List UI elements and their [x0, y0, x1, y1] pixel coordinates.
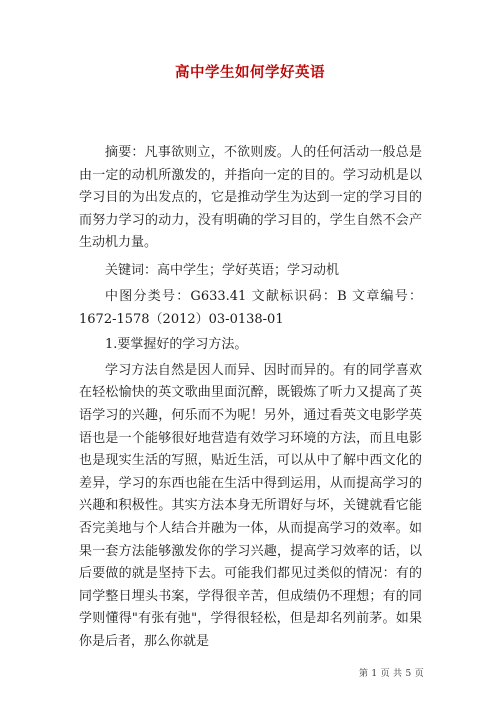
abstract-paragraph: 摘要：凡事欲则立，不欲则废。人的任何活动一般总是由一定的动机所激发的，并指向一定的目的。学习动机是以学习目的为出发点的，它是推动学生为达到一定的学习目的而努力学习的动力，没有明确的学习目的，学生自然不会产生动机力量。 [79, 145, 422, 251]
document-body [79, 142, 422, 659]
section-heading: 1.要掌握好的学习方法。 [105, 337, 248, 353]
page-number-footer: 第 1 页 共 5 页 [358, 669, 424, 679]
classification-line: 中图分类号：G633.41 文献标识码：B 文章编号：1672-1578（2012）03-0138-01 [79, 289, 422, 327]
method-paragraph: 学习方法自然是因人而异、因时而异的。有的同学喜欢在轻松愉快的英文歌曲里面沉醉，既锻炼了听力又提高了英语学习的兴趣，何乐而不为呢！另外，通过看英文电影学英语也是一个能够很好地营造有效学习环境的方法，而且电影也是现实生活的写照，贴近生活，可以从中了解中西文化的差异，学习的东西也能在生活中得到运用，从而提高学习的兴趣和积极性。其实方法本身无所谓好与坏，关键就看它能否完美地与个人结合并融为一体，从而提高学习的效率。如果一套方法能够激发你的学习兴趣，提高学习效率的话，以后要做的就是坚持下去。可能我们都见过类似的情况：有的同学整日埋头书案，学得很辛苦，但成绩仍不理想；有的同学则懂得"有张有弛"，学得很轻松，但是却名列前茅。如果你是后者，那么你就是 [79, 362, 422, 649]
document-title: 高中学生如何学好英语 [175, 64, 325, 81]
keywords-line: 关键词：高中学生；学好英语；学习动机 [105, 263, 340, 279]
